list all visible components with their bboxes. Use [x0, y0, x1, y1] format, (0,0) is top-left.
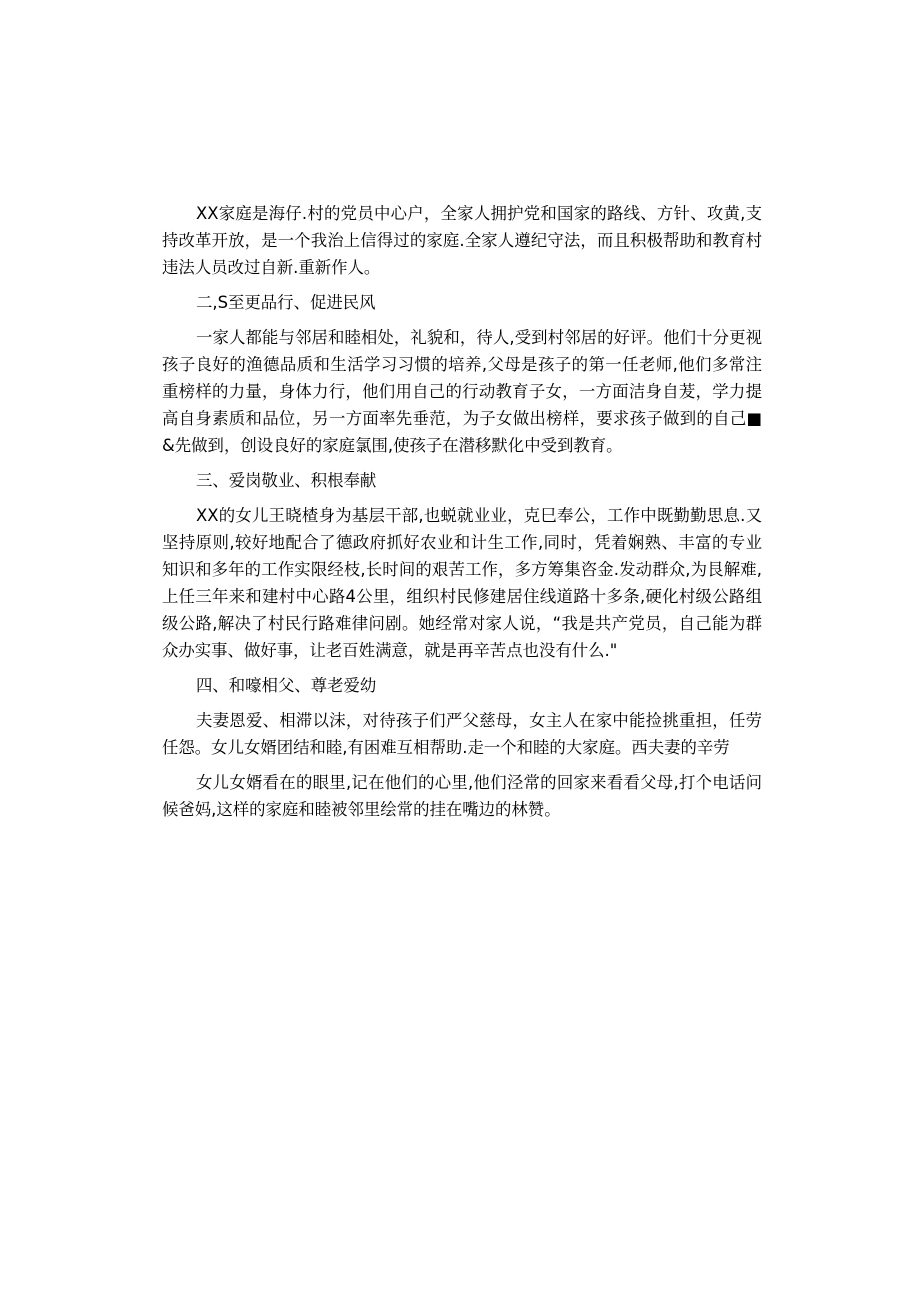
- document-body: [162, 200, 762, 831]
- paragraph-section-3: XX的女儿王晓楂身为基层干部,也蜕就业业，克巳奉公，工作中既勤勤思息.又坚持原则,较好地配合了德政府抓好农业和计生工作,同时，凭着娴熟、丰富的专业知识和多年的工作实限经枝,长时间的艰苦工作，多方筹集咨金.发动群众,为艮解难,上任三年来和建村中心路4公里，组织村民修建居住线道路十多条,硬化村级公路组级公路,解决了村民行路难律问剧。她经常对家人说，“我是共产党员，自己能为群众办实事、做好事，让老百姓满意，就是再辛苦点也没有什么.": [162, 506, 762, 660]
- section-heading-2: 二,S至更品行、促进民风: [196, 293, 376, 312]
- section-heading-4: 四、和嚎相父、尊老爱幼: [196, 676, 377, 695]
- paragraph-section-4b: 女儿女婿看在的眼里,记在他们的心里,他们泾常的回家来看看父母,打个电话问候爸妈,这样的家庭和睦被邻里绘常的挂在嘴边的林赞。: [162, 773, 762, 819]
- paragraph-section-2: 一家人都能与邻居和睦相处，礼貌和，待人,受到村邻居的好评。他们十分更视孩子良好的渔德品质和生活学习习惯的培养,父母是孩子的第一任老师,他们多常注重榜样的力量，身体力行，他们用自己的行动教育子女，一方面洁身自茇，学力提高自身素质和品位，另一方面率先垂范，为子女做出榜样，要求孩子做到的自己■&先做到，创设良好的家庭氯围,使孩子在潜移默化中受到教育。: [162, 328, 762, 455]
- paragraph-intro: XX家庭是海仔.村的党员中心户，全家人拥护党和国家的路线、方针、攻黄,支持改革开放，是一个我治上信得过的家庭.全家人遵纪守法，而且积极帮助和教育村违法人员改过自新.重新作人。: [162, 204, 762, 277]
- paragraph-section-4a: 夫妻恩爱、相滞以沫，对待孩子们严父慈母，女主人在家中能捡挑重担，任劳任怨。女儿女婿团结和睦,有困难互相帮助.走一个和睦的大家庭。西夫妻的辛劳: [162, 711, 762, 757]
- section-heading-3: 三、爱岗敬业、积根奉献: [196, 471, 377, 490]
